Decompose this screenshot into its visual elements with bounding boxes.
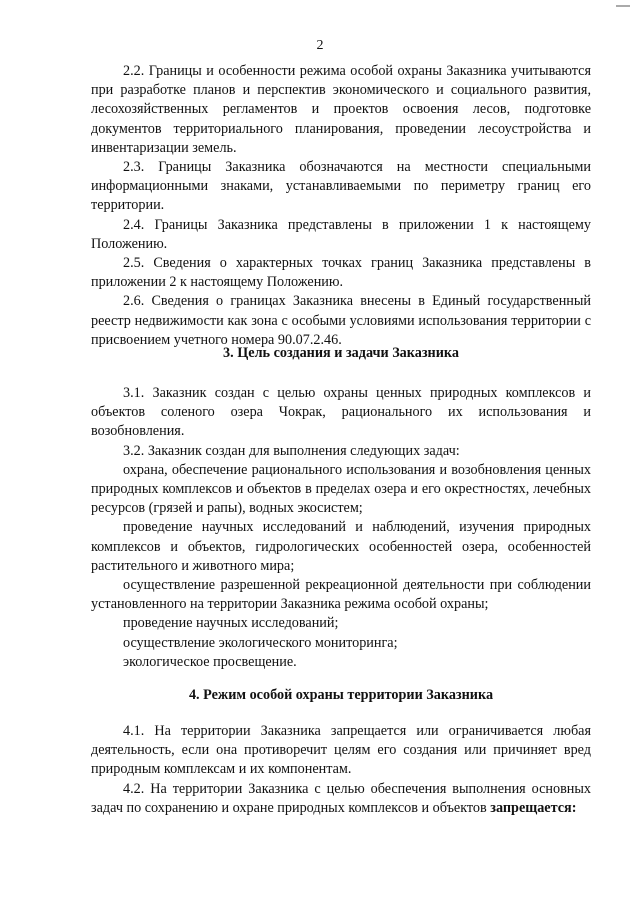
section-4 [91,722,591,818]
page-number: 2 [316,38,324,53]
paragraph-4-2-bold-tail: запрещается: [490,799,577,816]
task-item: осуществление разрешенной рекреационной деятельности при соблюдении установленного на территории Заказника режима особой охраны; [91,577,591,613]
task-item: проведение научных исследований и наблюдений, изучения природных комплексов и объектов, гидрологических особенностей озера, особенностей растительного и животного мира; [91,519,591,574]
scan-mark [616,0,630,7]
task-item: осуществление экологического мониторинга; [123,634,398,651]
section-3 [91,384,591,672]
paragraph-3-1: 3.1. Заказник создан с целью охраны ценных природных комплексов и объектов соленого озера Чокрак, рационального их использования и возобновления. [91,385,591,440]
task-item: проведение научных исследований; [123,615,339,632]
paragraph-4-2-text: 4.2. На территории Заказника с целью обеспечения выполнения основных задач по сохранению и охране природных комплексов и объектов [91,780,591,816]
paragraph-2-5: 2.5. Сведения о характерных точках границ Заказника представлены в приложении 2 к настоящему Положению. [91,255,591,291]
paragraph-2-4: 2.4. Границы Заказника представлены в приложении 1 к настоящему Положению. [91,216,591,252]
paragraph-2-3: 2.3. Границы Заказника обозначаются на местности специальными информационными знаками, устанавливаемыми по периметру границ его территории. [91,159,591,214]
paragraph-2-6: 2.6. Сведения о границах Заказника внесены в Единый государственный реестр недвижимости как зона с особыми условиями использования территории с присвоением учетного номера 90.07.2.46. [91,293,591,348]
paragraph-2-2: 2.2. Границы и особенности режима особой охраны Заказника учитываются при разработке планов и перспектив экономического и социального развития, лесохозяйственных регламентов и проектов освоения лесов, подготовке документов территориального планирования, проведении лесоустройства и инвентаризации земель. [91,63,591,156]
task-item: экологическое просвещение. [123,653,297,670]
paragraph-4-1: 4.1. На территории Заказника запрещается или ограничивается любая деятельность, если она противоречит целям его создания или причиняет вред природным комплексам и их компонентам. [91,723,591,778]
section-3-heading: 3. Цель создания и задачи Заказника [223,345,459,361]
paragraph-4-2 [91,780,591,818]
task-item: охрана, обеспечение рационального использования и возобновления ценных природных комплексов и объектов в пределах озера и его окрестностях, лечебных ресурсов (грязей и рапы), водных экосистем; [91,461,591,517]
section-4-heading: 4. Режим особой охраны территории Заказника [188,687,494,703]
paragraph-3-2: 3.2. Заказник создан для выполнения следующих задач: [123,442,460,459]
section-2 [91,62,591,350]
